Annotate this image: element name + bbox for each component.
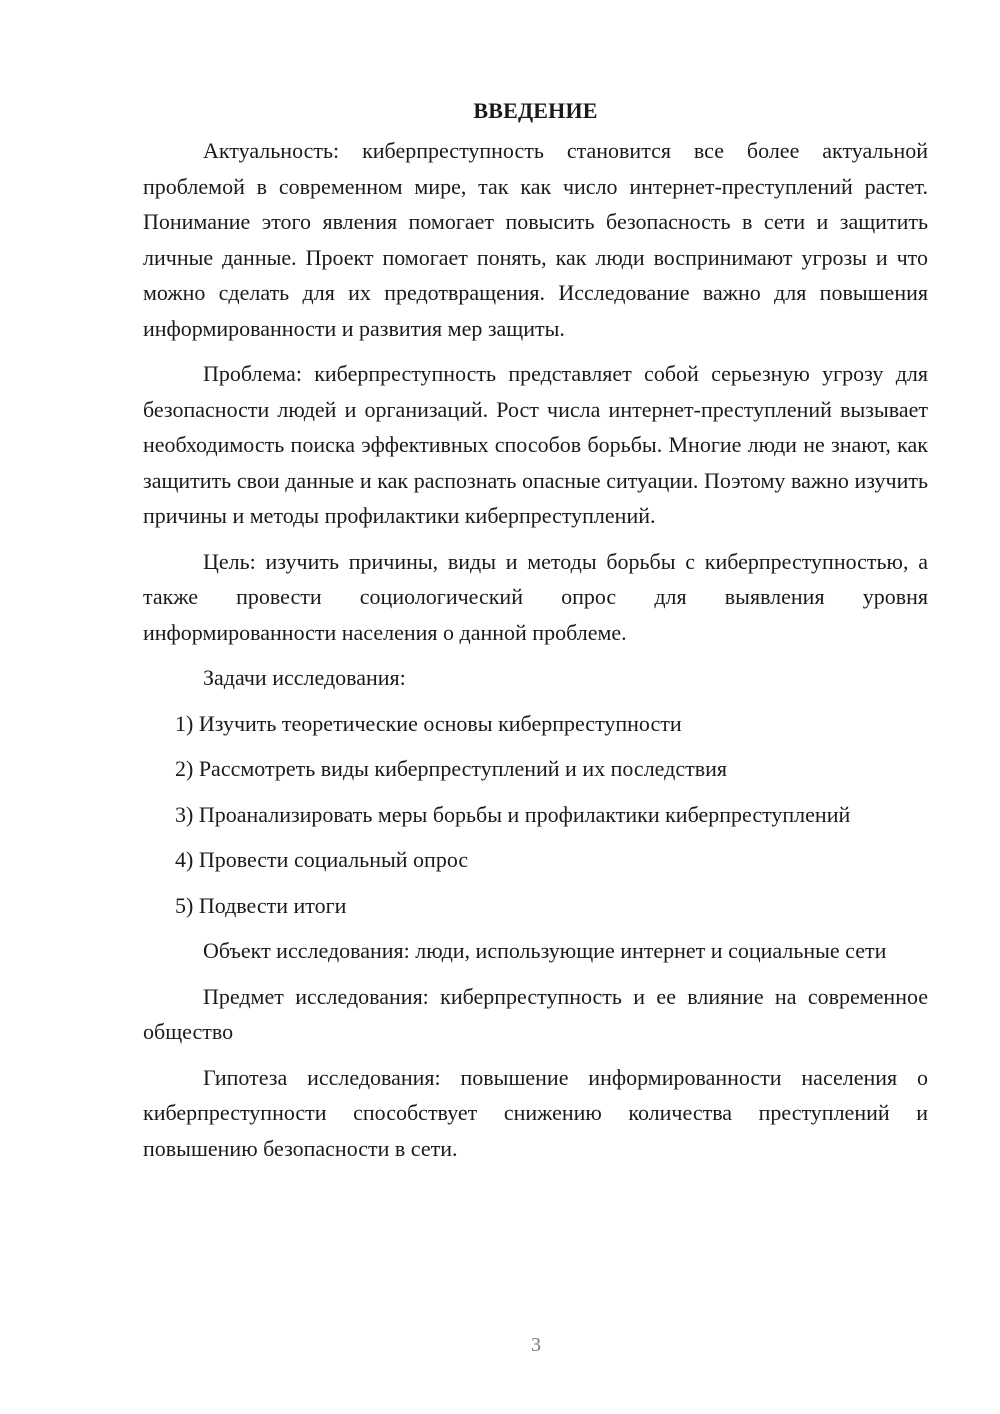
- task-item: 5) Подвести итоги: [175, 892, 347, 918]
- hypothesis-paragraph: Гипотеза исследования: повышение информированности населения о киберпреступности способствует снижению количества преступлений и повышению безопасности в сети.: [143, 1064, 928, 1161]
- problem-paragraph: Проблема: киберпреступность представляет собой серьезную угрозу для безопасности людей и организаций. Рост числа интернет-преступлений вызывает необходимость поиска эффективных способов борьбы. Многие люди не знают, как защитить свои данные и как распознать опасные ситуации. Поэтому важно изучить причины и методы профилактики киберпреступлений.: [143, 361, 928, 528]
- tasks-heading: Задачи исследования:: [203, 665, 406, 690]
- goal-paragraph: Цель: изучить причины, виды и методы борьбы с киберпреступностью, а также провести социологический опрос для выявления уровня информированности населения о данной проблеме.: [143, 548, 928, 645]
- task-item: 4) Провести социальный опрос: [175, 847, 469, 872]
- page-number: 3: [531, 1334, 541, 1356]
- page-title: ВВЕДЕНИЕ: [473, 98, 598, 123]
- page-content: [143, 93, 928, 1176]
- task-item: 2) Рассмотреть виды киберпреступлений и их последствия: [175, 756, 727, 781]
- task-item: 1) Изучить теоретические основы киберпреступности: [175, 710, 682, 736]
- object-paragraph: Объект исследования: люди, использующие интернет и социальные сети: [203, 938, 887, 963]
- relevance-paragraph: Актуальность: киберпреступность становится все более актуальной проблемой в современном мире, так как число интернет-преступлений растет. Понимание этого явления помогает повысить безопасность в сети и защитить личные данные. Проект помогает понять, как люди воспринимают угрозы и что можно сделать для их предотвращения. Исследование важно для повышения информированности и развития мер защиты.: [143, 138, 928, 341]
- subject-paragraph: Предмет исследования: киберпреступность и ее влияние на современное общество: [143, 983, 928, 1044]
- task-item: 3) Проанализировать меры борьбы и профилактики киберпреступлений: [175, 801, 851, 827]
